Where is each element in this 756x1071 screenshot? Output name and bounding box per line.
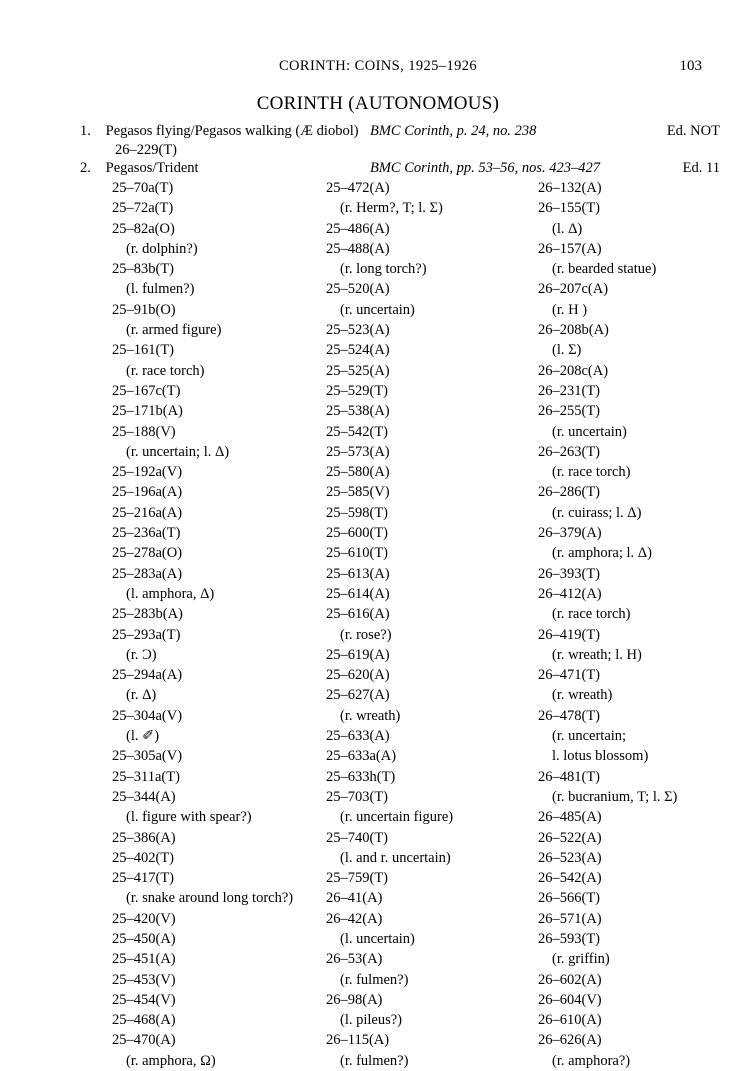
coin-list-2 — [326, 178, 453, 1071]
list-item: (l. ✐) — [126, 728, 160, 745]
list-item: 25–573(A) — [326, 443, 390, 460]
list-item: 26–98(A) — [326, 991, 383, 1008]
list-item: 25–525(A) — [326, 362, 390, 379]
entry-edition: Ed. 11 — [682, 160, 720, 176]
list-item: 25–167c(T) — [112, 382, 181, 399]
list-item: 25–520(A) — [326, 281, 390, 298]
entry-reference: BMC Corinth, pp. 53–56, nos. 423–427 — [370, 160, 600, 176]
list-item: 25–633(A) — [326, 728, 390, 745]
running-head: CORINTH: COINS, 1925–1926 — [278, 58, 478, 74]
list-item: 25–523(A) — [326, 322, 390, 339]
list-item: 25–293a(T) — [112, 626, 181, 643]
list-item: 25–524(A) — [326, 342, 390, 359]
list-item: 26–566(T) — [538, 890, 601, 907]
list-item: 25–627(A) — [326, 687, 390, 704]
catalog-columns — [0, 178, 756, 1069]
list-item: 26–231(T) — [538, 382, 601, 399]
catalog-column-1 — [112, 178, 293, 1071]
list-item: (r. race torch) — [552, 464, 631, 481]
list-item: 26–471(T) — [538, 667, 601, 684]
list-item: 25–472(A) — [326, 180, 390, 196]
list-item: 25–278a(O) — [112, 545, 183, 562]
list-item: 25–196a(A) — [112, 484, 183, 501]
list-item: 26–522(A) — [538, 829, 602, 846]
list-item: 25–283a(A) — [112, 565, 183, 582]
list-item: (l. and r. uncertain) — [340, 849, 451, 866]
list-item: (r. uncertain; l. Δ) — [126, 443, 230, 460]
list-item: 26–115(A) — [326, 1032, 390, 1049]
list-item: 25–529(T) — [326, 382, 389, 399]
list-item: 26–602(A) — [538, 971, 602, 988]
list-item: 25–216a(A) — [112, 504, 183, 521]
list-item: 26–610(A) — [538, 1012, 602, 1029]
list-item: 25–283b(A) — [112, 606, 183, 623]
list-item: 25–83b(T) — [112, 261, 175, 278]
entry-description: Pegasos flying/Pegasos walking (Æ diobol) — [105, 123, 359, 139]
list-item: 25–486(A) — [326, 220, 390, 237]
list-item: (r. race torch) — [552, 606, 631, 623]
list-item: 25–598(T) — [326, 504, 389, 521]
list-item: 25–740(T) — [326, 829, 389, 846]
list-item: 25–91b(O) — [112, 301, 176, 318]
list-item: (r. fulmen?) — [340, 1052, 409, 1069]
list-item: 25–620(A) — [326, 667, 390, 684]
list-item: 25–468(A) — [112, 1012, 176, 1029]
entry-subline: 26–229(T) — [115, 142, 178, 158]
list-item: (r. griffin) — [552, 951, 610, 968]
list-item: (r. cuirass; l. Δ) — [552, 504, 642, 521]
list-item: (r. fulmen?) — [340, 971, 409, 988]
list-item: 25–417(T) — [112, 870, 175, 887]
list-item: 25–171b(A) — [112, 403, 183, 420]
list-item: 26–593(T) — [538, 930, 601, 947]
list-item: (r. Ɔ) — [126, 646, 157, 663]
list-item: (r. rose?) — [340, 626, 392, 643]
list-item: 25–344(A) — [112, 788, 176, 805]
list-item: 26–207c(A) — [538, 281, 609, 298]
list-item: 25–470(A) — [112, 1032, 176, 1049]
list-item: 25–610(T) — [326, 545, 389, 562]
list-item: 25–311a(T) — [112, 768, 180, 785]
list-item: 26–571(A) — [538, 910, 602, 927]
list-item: 25–703(T) — [326, 788, 389, 805]
list-item: (l. pileus?) — [340, 1012, 403, 1029]
list-item: (l. amphora, Δ) — [126, 585, 215, 602]
list-item: 26–478(T) — [538, 707, 601, 724]
entry-main-line — [80, 124, 720, 143]
list-item: 25–542(T) — [326, 423, 389, 440]
list-item: 26–419(T) — [538, 626, 601, 643]
list-item: 26–42(A) — [326, 910, 383, 927]
list-item: 25–600(T) — [326, 525, 389, 542]
list-item: 26–412(A) — [538, 585, 602, 602]
catalog-column-3 — [538, 178, 677, 1071]
list-item: (r. race torch) — [126, 362, 205, 379]
list-item: (r. wreath) — [340, 707, 401, 724]
list-item: (r. amphora, Ω) — [126, 1052, 216, 1069]
list-item: (l. Δ) — [552, 220, 583, 237]
list-item: 25–616(A) — [326, 606, 390, 623]
list-item: 26–41(A) — [326, 890, 383, 907]
list-item: (r. wreath) — [552, 687, 613, 704]
list-item: 26–523(A) — [538, 849, 602, 866]
list-item: 25–402(T) — [112, 849, 175, 866]
catalog-column-2 — [326, 178, 453, 1071]
entry-edition: Ed. NOT — [666, 123, 720, 139]
list-item: (l. figure with spear?) — [126, 809, 252, 826]
list-item: (r. amphora?) — [552, 1052, 631, 1069]
list-item: (r. snake around long torch?) — [126, 890, 294, 907]
list-item: 26–485(A) — [538, 809, 602, 826]
list-item: 25–613(A) — [326, 565, 390, 582]
coin-list-1 — [112, 178, 293, 1071]
list-item: (r. uncertain) — [552, 423, 627, 440]
list-item: 26–53(A) — [326, 951, 383, 968]
list-item: 25–454(V) — [112, 991, 176, 1008]
list-item: (r. uncertain) — [340, 301, 415, 318]
list-item: 25–633h(T) — [326, 768, 396, 785]
entry-number: 1. — [80, 123, 91, 139]
list-item: 26–393(T) — [538, 565, 601, 582]
list-item: 25–488(A) — [326, 240, 390, 257]
list-item: 26–255(T) — [538, 403, 601, 420]
list-item: 26–542(A) — [538, 870, 602, 887]
list-item: 25–453(V) — [112, 971, 176, 988]
list-item: 25–538(A) — [326, 403, 390, 420]
list-item: (r. bearded statue) — [552, 261, 657, 278]
list-item: 26–208b(A) — [538, 322, 609, 339]
list-item: 26–604(V) — [538, 991, 602, 1008]
list-item: (l. uncertain) — [340, 930, 415, 947]
list-item: 25–450(A) — [112, 930, 176, 947]
list-item: 25–161(T) — [112, 342, 175, 359]
list-item: (r. Herm?, T; l. Σ) — [340, 200, 443, 217]
list-item: 25–619(A) — [326, 646, 390, 663]
list-item: 26–286(T) — [538, 484, 601, 501]
list-item: (r. dolphin?) — [126, 240, 198, 257]
list-item: (r. uncertain figure) — [340, 809, 454, 826]
list-item: 25–420(V) — [112, 910, 176, 927]
list-item: 25–580(A) — [326, 464, 390, 481]
page-title: CORINTH (AUTONOMOUS) — [256, 93, 500, 114]
list-item: (r. Δ) — [126, 687, 157, 704]
list-item: 25–294a(A) — [112, 667, 183, 684]
entry-number: 2. — [80, 160, 91, 176]
list-item: 26–626(A) — [538, 1032, 602, 1049]
list-item: (r. bucranium, T; l. Σ) — [552, 788, 678, 805]
list-item: l. lotus blossom) — [552, 748, 649, 765]
list-item: 25–614(A) — [326, 585, 390, 602]
list-item: (l. fulmen?) — [126, 281, 195, 298]
list-item: 26–155(T) — [538, 200, 601, 217]
catalog-entry-1 — [80, 123, 720, 158]
list-item: 25–304a(V) — [112, 707, 183, 724]
entry-description: Pegasos/Trident — [105, 160, 199, 176]
list-item: 25–82a(O) — [112, 220, 175, 237]
list-item: 25–386(A) — [112, 829, 176, 846]
list-item: 25–236a(T) — [112, 525, 181, 542]
list-item: 25–70a(T) — [112, 180, 174, 196]
list-item: 26–157(A) — [538, 240, 602, 257]
list-item: (r. uncertain; — [552, 728, 627, 745]
list-item: 25–188(V) — [112, 423, 176, 440]
list-item: (r. wreath; l. H) — [552, 646, 642, 663]
list-item: (r. long torch?) — [340, 261, 427, 278]
page-number: 103 — [679, 58, 702, 74]
list-item: 25–759(T) — [326, 870, 389, 887]
list-item: (r. amphora; l. Δ) — [552, 545, 652, 562]
list-item: 26–208c(A) — [538, 362, 609, 379]
list-item: 25–72a(T) — [112, 200, 174, 217]
list-item: 25–192a(V) — [112, 464, 183, 481]
list-item: 25–633a(A) — [326, 748, 397, 765]
list-item: 25–451(A) — [112, 951, 176, 968]
list-item: 26–263(T) — [538, 443, 601, 460]
entry-reference: BMC Corinth, p. 24, no. 238 — [370, 123, 537, 139]
list-item: 25–305a(V) — [112, 748, 183, 765]
list-item: (r. Н ) — [552, 301, 588, 318]
list-item: (r. armed figure) — [126, 322, 222, 339]
list-item: 25–585(V) — [326, 484, 390, 501]
list-item: (l. Σ) — [552, 342, 582, 359]
list-item: 26–379(A) — [538, 525, 602, 542]
list-item: 26–481(T) — [538, 768, 601, 785]
coin-list-3 — [538, 178, 677, 1071]
list-item: 26–132(A) — [538, 180, 602, 196]
